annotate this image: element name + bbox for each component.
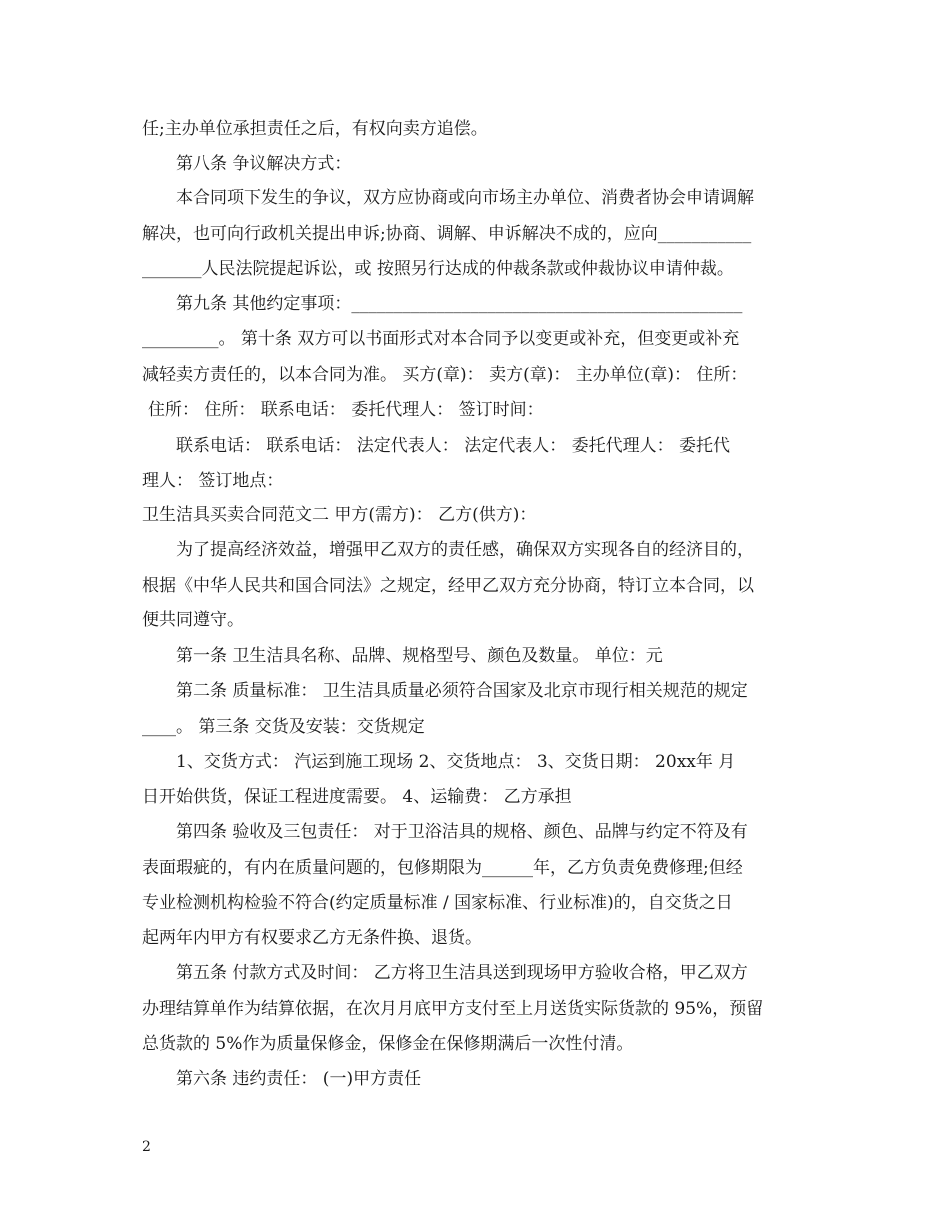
text-line: 办理结算单作为结算依据，在次月月底甲方支付至上月送货实际货款的 95%，预留 bbox=[142, 999, 764, 1019]
text-line: 任;主办单位承担责任之后，有权向卖方追偿。 bbox=[142, 119, 488, 139]
text-line: 起两年内甲方有权要求乙方无条件换、退货。 bbox=[142, 928, 482, 948]
text-line: _______人民法院提起诉讼，或 按照另行达成的仲裁条款或仲裁协议申请仲裁。 bbox=[142, 259, 734, 279]
page-number: 2 bbox=[142, 1139, 151, 1155]
text-line: 根据《中华人民共和国合同法》之规定，经甲乙双方充分协商，特订立本合同，以 bbox=[142, 576, 754, 596]
text-line: 1、交货方式： 汽运到施工现场 2、交货地点： 3、交货日期： 20xx年 月 bbox=[176, 752, 736, 772]
text-line: 第一条 卫生洁具名称、品牌、规格型号、颜色及数量。 单位：元 bbox=[176, 646, 663, 666]
text-line: 便共同遵守。 bbox=[142, 610, 244, 630]
text-line: 解决，也可向行政机关提出申诉;协商、调解、申诉解决不成的，应向___________ bbox=[142, 224, 752, 244]
text-line: 第四条 验收及三包责任： 对于卫浴洁具的规格、颜色、品牌与约定不符及有 bbox=[176, 822, 748, 842]
text-line: 为了提高经济效益，增强甲乙双方的责任感，确保双方实现各自的经济目的， bbox=[176, 540, 754, 560]
text-line: 第九条 其他约定事项：______________________________________________ bbox=[176, 294, 743, 314]
text-line: 第五条 付款方式及时间： 乙方将卫生洁具送到现场甲方验收合格，甲乙双方 bbox=[176, 963, 748, 983]
text-line: 本合同项下发生的争议，双方应协商或向市场主办单位、消费者协会申请调解 bbox=[176, 188, 754, 208]
text-line: 第八条 争议解决方式： bbox=[176, 154, 352, 174]
text-line: 减轻卖方责任的，以本合同为准。 买方(章)： 卖方(章)： 主办单位(章)： 住所： bbox=[142, 365, 748, 385]
text-line: _________。 第十条 双方可以书面形式对本合同予以变更或补充，但变更或补充 bbox=[142, 329, 740, 349]
text-line: 第二条 质量标准： 卫生洁具质量必须符合国家及北京市现行相关规范的规定 bbox=[176, 681, 748, 701]
text-line: 总货款的 5%作为质量保修金，保修金在保修期满后一次性付清。 bbox=[142, 1034, 634, 1054]
text-line: 表面瑕疵的，有内在质量问题的，包修期限为______年，乙方负责免费修理;但经 bbox=[142, 858, 743, 878]
text-line: 日开始供货，保证工程进度需要。 4、运输费： 乙方承担 bbox=[142, 787, 572, 807]
section-heading: 卫生洁具买卖合同范文二 甲方(需方)： 乙方(供方)： bbox=[142, 505, 537, 525]
text-line: 第六条 违约责任： (一)甲方责任 bbox=[176, 1069, 422, 1089]
text-line: ____。 第三条 交货及安装：交货规定 bbox=[142, 717, 425, 737]
text-line: 联系电话： 联系电话： 法定代表人： 法定代表人： 委托代理人： 委托代 bbox=[176, 436, 731, 456]
text-line: 住所： 住所： 联系电话： 委托代理人： 签订时间： bbox=[148, 400, 544, 420]
text-line: 专业检测机构检验不符合(约定质量标准 / 国家标准、行业标准)的，自交货之日 bbox=[142, 893, 733, 913]
text-line: 理人： 签订地点： bbox=[142, 471, 284, 491]
